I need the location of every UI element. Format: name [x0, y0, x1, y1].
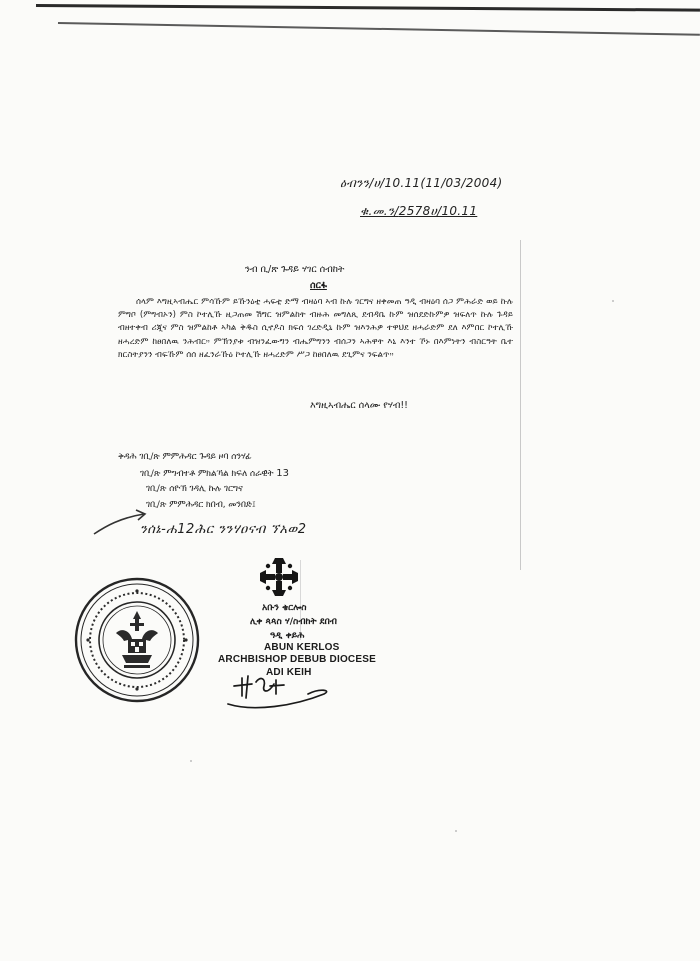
letter-subject: ሰርፋ — [310, 280, 327, 291]
letter-addressee: ንብ ቢ/ጽ ጉዳይ ሃገር ሰብከት — [245, 264, 345, 275]
signatory-amharic-place: ዓዲ ቀይሕ — [270, 631, 305, 641]
signatory-amharic-name: አቡን ቄርሎስ — [262, 603, 307, 613]
reference-number-prefix: ቁ.መ.ን/ — [360, 204, 399, 218]
reference-number-value: 2578ሀ/10.11 — [398, 204, 478, 218]
cc-line-text: ገቢ/ጽ ምግብተቶ ምክልኻል ክፍለ ሰራዊት — [140, 469, 274, 479]
cc-line: ቅዳሕ ገቢ/ጽ ምምሕዳር ጉዳይ ዞባ ሰንሃፊ — [118, 452, 252, 462]
letter-body-paragraph: ሰላም እግዚኣብሔር ምሳኹም ይኹንዕቲ ሓፍቲ ድማ ብዛዕባ ኣብ ኩሉ ገርግና ዘቀመጠ ዓዲ ብዛዕባ ሰጋ ምሕራድ ወይ ኩሉ ምግቦ (ምግብኦን) ምስ ኮተሊኹ ዚጋጠመ ሽግር ዝምልከት ብዙሕ መግለጺ ደብዳቤ ኩም ዝሰደድኩምዎ ዝፍለጥ ኩሉ ጉዳይ ብዘተቀብ ሪጂና ምስ ዝምልከቶ ኣካል ቅዱስ ሲኖዶስ ክፍሰ ገረድዲኒ ኩም ዝእንሕዎ ተዋህደ ዘሓራድም ደለ እምበር ኮተሊኹ ዘሓረድም ከፀበለዉ ንሕብር። ምኽንያቱ ብዝንፈውግን ብሔምግንን ብሰጋን ኣሕዋት እኒ እንተ ኾኑ በእምነትን ብስርዓት ቤተ ክርስትያንን ብፍኹም ሰሰ ዘፈንራኹዕ ኮተሊኹ ዘሓረድም ሥጋ ከፀበለዉ ደጊምና ንፍልጥ። — [118, 297, 513, 360]
scan-border-line — [58, 22, 700, 36]
coptic-cross-icon — [256, 554, 302, 600]
paper-fold-line — [520, 240, 521, 570]
cc-line: ገቢ/ጽ ምምሕዳር ክበብ, መንበድ፤ — [146, 500, 256, 510]
church-seal-stamp — [72, 575, 202, 705]
cc-line: ገቢ/ጽ ሰዮኽ ገዳሊ ኩሉ ገርግና — [146, 484, 243, 494]
scan-speck — [190, 760, 192, 762]
reference-number — [360, 204, 477, 219]
scan-border-line — [36, 4, 700, 12]
handwritten-signature — [224, 670, 334, 714]
reference-line: ዕብንን/ሀ/10.11(11/03/2004) — [340, 176, 503, 190]
signatory-latin-place: ADI KEIH — [266, 667, 312, 678]
signatory-amharic-title: ሊቀ ጳጳስ ሃ/ስብከት ደበብ — [250, 617, 337, 627]
cc-line-number: 13 — [276, 468, 289, 479]
signatory-latin-title: ARCHBISHOP DEBUB DIOCESE — [218, 654, 376, 665]
signatory-latin-name: ABUN KERLOS — [264, 642, 340, 653]
handwritten-note: ንሰኔ-ሐ12ሕር ንንሃዐናብ ኘአወ2 — [140, 522, 307, 537]
cc-line — [140, 468, 289, 479]
scan-speck — [455, 830, 457, 832]
letter-closing: እግዚኣብሔር ሰላሙ የሃብ!! — [310, 400, 408, 411]
scan-speck — [612, 300, 614, 302]
letter-body — [118, 296, 513, 362]
